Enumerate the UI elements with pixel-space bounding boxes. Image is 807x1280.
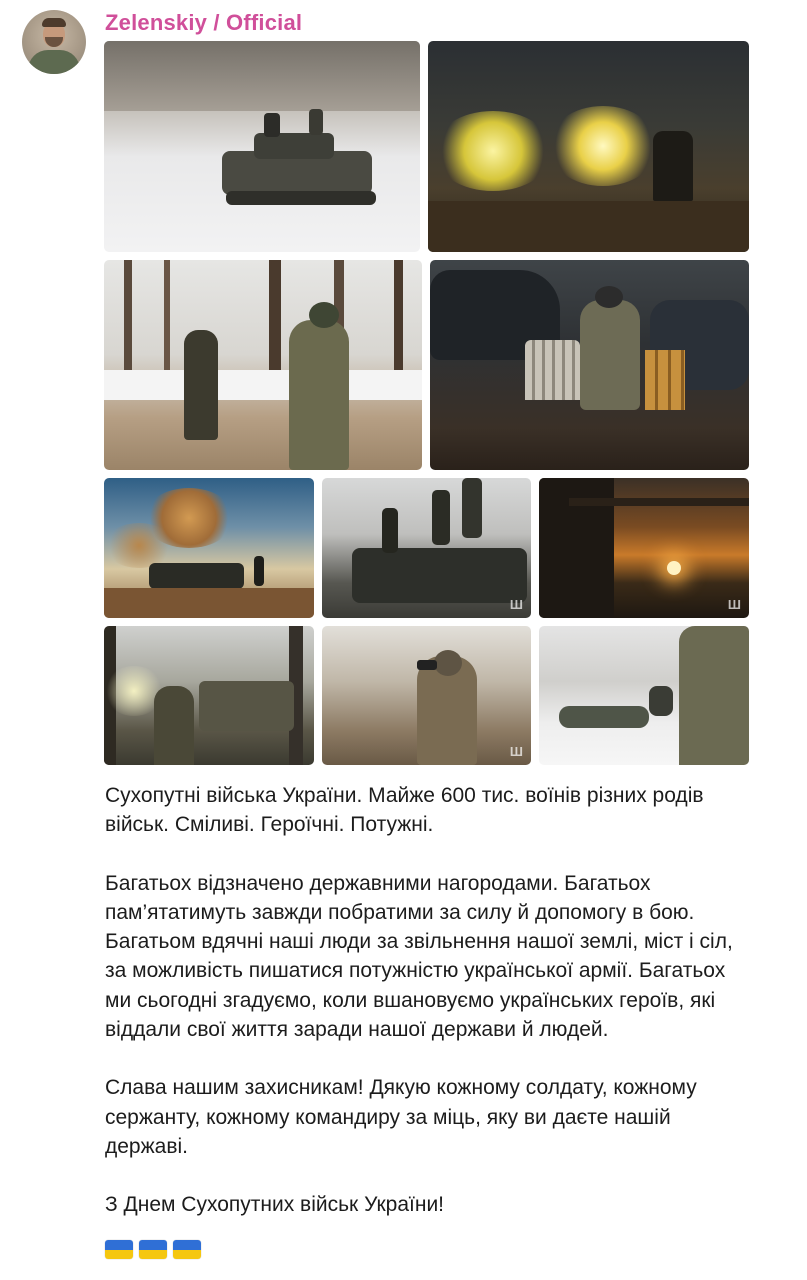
trident-watermark-icon: Ш <box>727 597 741 612</box>
photo-soldiers-winter-forest[interactable] <box>104 260 422 470</box>
ukraine-flag-icon <box>139 1240 167 1259</box>
channel-avatar[interactable] <box>22 10 86 74</box>
flags-row <box>105 1240 207 1262</box>
message-paragraph: Слава нашим захисникам! Дякую кожному солдату, кожному сержанту, кожному командиру за міць, яку ви даєте нашій державі. <box>105 1076 697 1158</box>
ukraine-flag-icon <box>105 1240 133 1259</box>
photo-tank-snow[interactable] <box>104 41 420 252</box>
photo-forest-artillery[interactable] <box>104 626 314 765</box>
photo-sunset-gun[interactable] <box>539 478 749 618</box>
photo-soldier-with-shells[interactable] <box>430 260 749 470</box>
photo-artillery-fire-night[interactable] <box>428 41 749 252</box>
message-text <box>105 781 755 1220</box>
message-paragraph: З Днем Сухопутних військ України! <box>105 1193 445 1217</box>
photo-self-propelled-gun[interactable] <box>104 478 314 618</box>
avatar-shirt <box>28 50 80 74</box>
avatar-hair <box>42 18 66 27</box>
trident-watermark-icon: Ш <box>509 744 523 759</box>
photo-snow-prone-soldier[interactable] <box>539 626 749 765</box>
photo-album <box>104 41 749 765</box>
photo-soldier-binoculars[interactable] <box>322 626 531 765</box>
message-paragraph: Багатьох відзначено державними нагородами. Багатьох пам’ятатимуть завжди побратими за силу й допомогу в бою. Багатьом вдячні наші люди за звільнення нашої землі, міст і сіл, за можливість пишатися потужністю української армії. Багатьох ми сьогодні згадуємо, коли вшановуємо українських героїв, які віддали свої життя заради нашої держави й людей. <box>105 871 733 1042</box>
photo-soldiers-on-vehicle[interactable] <box>322 478 531 618</box>
trident-watermark-icon: Ш <box>509 597 523 612</box>
message-paragraph: Сухопутні війська України. Майже 600 тис. воїнів різних родів військ. Сміливі. Героїчні. Потужні. <box>105 784 704 837</box>
ukraine-flag-icon <box>173 1240 201 1259</box>
channel-name[interactable]: Zelenskiy / Official <box>105 10 303 35</box>
